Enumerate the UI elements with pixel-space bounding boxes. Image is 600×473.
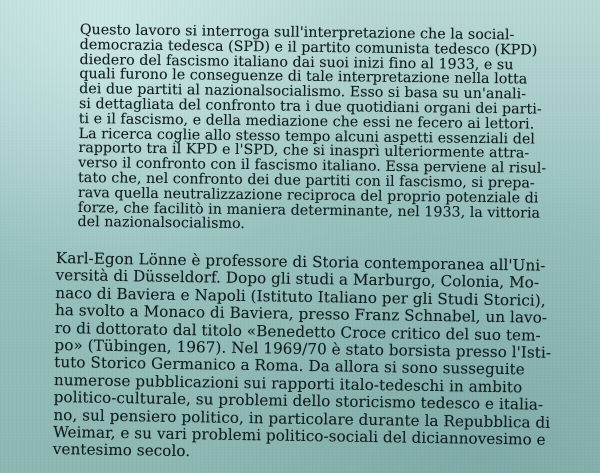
author-biography-paragraph: Karl-Egon Lönne è professore di Storia contemporanea all'Uni- versità di Düsseldorf. Dopo gli studi a Marburgo, Colonia, Mo- naco di Baviera e Napoli (Istituto Italiano per gli Studi Storici), ha svolto a Monaco di Baviera, presso Franz Schnabel, un lavo- ro di dottorato dal titolo «Benedetto Croce critico del suo tem- po» (Tübingen, 1967). Nel 1969/70 è stato borsista presso l'Isti- tuto Storico Germanico a Roma. Da allora si sono susseguite numerose pubblicazioni sui rapporti italo-tedeschi in ambito politico-culturale, su problemi dello storicismo tedesco e italia- no, sul pensiero politico, in particolare durante la Repubblica di Weimar, e su vari problemi politico-sociali del diciannovesimo e ventesimo secolo. [52,249,552,461]
abstract-paragraph: Questo lavoro si interroga sull'interpretazione che la social- democrazia tedesca (SPD) e il partito comunista tedesco (KPD) diedero del fascismo italiano dai suoi inizi fino al 1933, e su quali furono le conseguenze di tale interpretazione nella lotta dei due partiti al nazionalsocialismo. Esso si basa su un'anali- si dettagliata del confronto tra i due quotidiani organi dei parti- ti e il fascismo, e della mediazione che essi ne fecero ai lettori. La ricerca coglie allo stesso tempo alcuni aspetti essenziali del rapporto tra il KPD e l'SPD, che si inasprì ulteriormente attra- verso il confronto con il fascismo italiano. Essa perviene al risul- tato che, nel confronto dei due partiti con il fascismo, si prepa- rava quella neutralizzazione reciproca del proprio potenziale di forze, che facilitò in maniera determinante, nel 1933, la vittoria del nazionalsocialismo. [77,22,547,233]
